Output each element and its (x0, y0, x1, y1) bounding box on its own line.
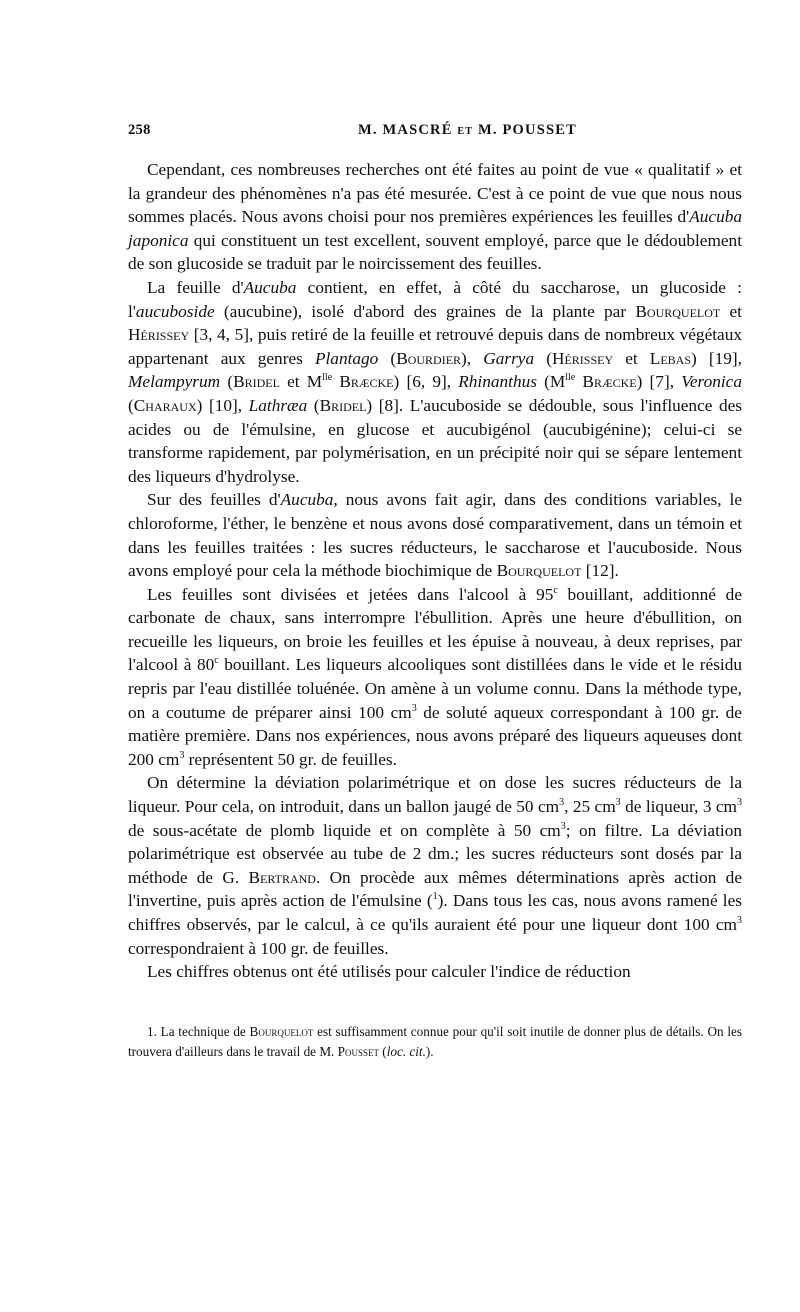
text-run: ), (461, 348, 484, 368)
text-run: bouillant, additionné de carbonate de chaux, sans interrompre l'ébullition. Après une heure d'ébullition, on recueille les liqueurs, on broie les feuilles et les épuise à nouveau, à deux reprises, par l'alcool à 80 (128, 584, 742, 675)
page-number: 258 (128, 122, 151, 138)
author-name: Bourdier (396, 348, 462, 368)
text-run: ( (378, 348, 397, 368)
text-run: ( (307, 395, 320, 415)
text-run: ; on filtre. La déviation polarimétrique est observée au tube de 2 dm.; les sucres réducteurs sont dosés par la méthode de G. (128, 820, 742, 887)
genus-name: Lathræa (248, 395, 308, 415)
text-run: ( (128, 395, 134, 415)
text-run: ) [10], (196, 395, 249, 415)
text-run: ( (379, 1043, 387, 1059)
author-name: Lebas (649, 348, 692, 368)
text-run: qui constituent un test excellent, souvent employé, parce que le dédoublement de son glucoside se traduit par le noircissement des feuilles. (128, 230, 742, 274)
superscript: 3 (737, 797, 742, 809)
author-name: Bourquelot (496, 561, 582, 581)
text-run: ( (220, 372, 234, 392)
text-run: et (720, 301, 742, 321)
genus-name: Veronica (681, 372, 742, 392)
text-run: ) [19], (691, 348, 742, 368)
author-name: Pousset (337, 1043, 379, 1059)
superscript: 3 (559, 797, 565, 809)
text-run: est suffisamment connue pour qu'il soit inutile de donner plus de détails. On les trouvera d'ailleurs dans le travail de M. (128, 1023, 743, 1059)
book-page (128, 122, 742, 1062)
text-run: La feuille d' (147, 277, 244, 297)
paragraph-5 (128, 771, 742, 960)
genus-name: Aucuba (280, 490, 334, 510)
compound-name: aucuboside (135, 301, 215, 321)
paragraph-2 (128, 276, 742, 488)
footnote-marker: 1 (432, 891, 438, 903)
running-head (128, 122, 742, 150)
footnote-1 (128, 1022, 742, 1062)
text-run: . On procède aux mêmes déterminations après action de l'invertine, puis après action de l'émulsine ( (128, 867, 742, 911)
author-name: Bourquelot (249, 1023, 314, 1039)
text-run: (aucubine), isolé d'abord des graines de la plante par (214, 301, 636, 321)
paragraph-6 (128, 960, 742, 984)
genus-name: Aucuba (243, 277, 297, 297)
author-name: Hérissey (128, 325, 190, 345)
species-name: Aucuba japonica (128, 207, 742, 250)
text-run: ) [7], (636, 372, 682, 392)
running-head-authors: M. MASCRÉ et M. POUSSET (358, 122, 577, 138)
text-run: (M (536, 372, 566, 392)
text-run: Sur des feuilles d' (147, 490, 281, 510)
genus-name: Rhinanthus (458, 372, 537, 392)
text-run: , 25 cm (564, 797, 616, 817)
text-run: Cependant, ces nombreuses recherches ont été faites au point de vue « qualitatif » et la grandeur des phénomènes n'a pas été mesurée. C'est à ce point de vue que nous nous sommes placés. Nous avons choisi pour nos premières expériences les feuilles d' (128, 160, 742, 227)
text-run: 1. La technique de (147, 1023, 250, 1039)
text-run: de soluté aqueux correspondant à 100 gr. de matière première. Dans nos expériences, nous avons préparé des liqueurs aqueuses dont 200 cm (128, 702, 742, 769)
author-name: Bertrand (248, 867, 316, 887)
superscript: 3 (737, 915, 742, 927)
text-run: On détermine la déviation polarimétrique et on dose les sucres réducteurs de la liqueur. Pour cela, on introduit, dans un ballon jaugé de 50 cm (128, 773, 742, 817)
citation-abbrev: loc. cit. (386, 1043, 426, 1059)
text-run: de liqueur, 3 cm (620, 797, 737, 817)
text-run: ) [8]. L'aucuboside se dédouble, sous l'influence des acides ou de l'émulsine, en glucose et aucubigénol (aucubigénine); celui-ci se transforme rapidement, par polymérisation, en un précipité noir qui se sépare lentement des liqueurs d'hydrolyse. (128, 395, 743, 486)
superscript: c (214, 655, 219, 667)
text-run: Les feuilles sont divisées et jetées dans l'alcool à 95 (147, 584, 554, 604)
superscript: 3 (179, 750, 185, 762)
paragraph-1 (128, 158, 742, 276)
author-name: Bridel (319, 395, 367, 415)
superscript: 3 (560, 820, 566, 832)
text-run: correspondraient à 100 gr. de feuilles. (128, 938, 389, 958)
text-run: et (613, 348, 650, 368)
text-run: et M (279, 372, 323, 392)
text-run: Les chiffres obtenus ont été utilisés pour calculer l'indice de réduction (147, 962, 631, 982)
paragraph-4 (128, 583, 742, 772)
author-name: Hérissey (551, 348, 614, 368)
text-run: ). (425, 1043, 434, 1059)
text-run: bouillant. Les liqueurs alcooliques sont distillées dans le vide et le résidu repris par l'eau distillée toluénée. On amène à un volume connu. Dans la méthode type, on a coutume de préparer ainsi 100 cm (128, 655, 742, 722)
superscript: 3 (411, 702, 417, 714)
author-name: Bourquelot (635, 301, 721, 321)
author-name: Bræcke (339, 372, 394, 392)
superscript: lle (565, 372, 576, 384)
author-name: Charaux (133, 395, 197, 415)
author-name: Bræcke (582, 372, 637, 392)
genus-name: Melampyrum (128, 372, 221, 392)
text-run: [3, 4, 5], puis retiré de la feuille et retrouvé depuis dans de nombreux végétaux appartenant aux genres (128, 325, 742, 368)
genus-name: Garrya (483, 348, 535, 368)
superscript: lle (322, 372, 333, 384)
genus-name: Plantago (314, 348, 379, 368)
text-run: , nous avons fait agir, dans des conditions variables, le chloroforme, l'éther, le benzène et nous avons dosé comparativement, dans un témoin et dans les feuilles traitées : les sucres réducteurs, le saccharose et l'aucuboside. Nous avons employé pour cela la méthode biochimique de (128, 490, 742, 581)
body-text (128, 158, 742, 984)
text-run: contient, en effet, à côté du saccharose, un glucoside : l' (128, 277, 742, 321)
superscript: c (553, 584, 558, 596)
footnote (128, 1022, 742, 1062)
text-run: ) [6, 9], (393, 372, 459, 392)
text-run: [12]. (581, 561, 619, 581)
text-run: représentent 50 gr. de feuilles. (184, 749, 397, 769)
text-run: ( (534, 348, 552, 368)
author-name: Bridel (233, 372, 280, 392)
text-run: ). Dans tous les cas, nous avons ramené les chiffres observés, par le calcul, à ce qu'ils auraient été pour une liqueur dont 100 cm (128, 891, 742, 934)
text-run: de sous-acétate de plomb liquide et on complète à 50 cm (128, 820, 561, 840)
superscript: 3 (615, 797, 621, 809)
paragraph-3 (128, 488, 742, 582)
